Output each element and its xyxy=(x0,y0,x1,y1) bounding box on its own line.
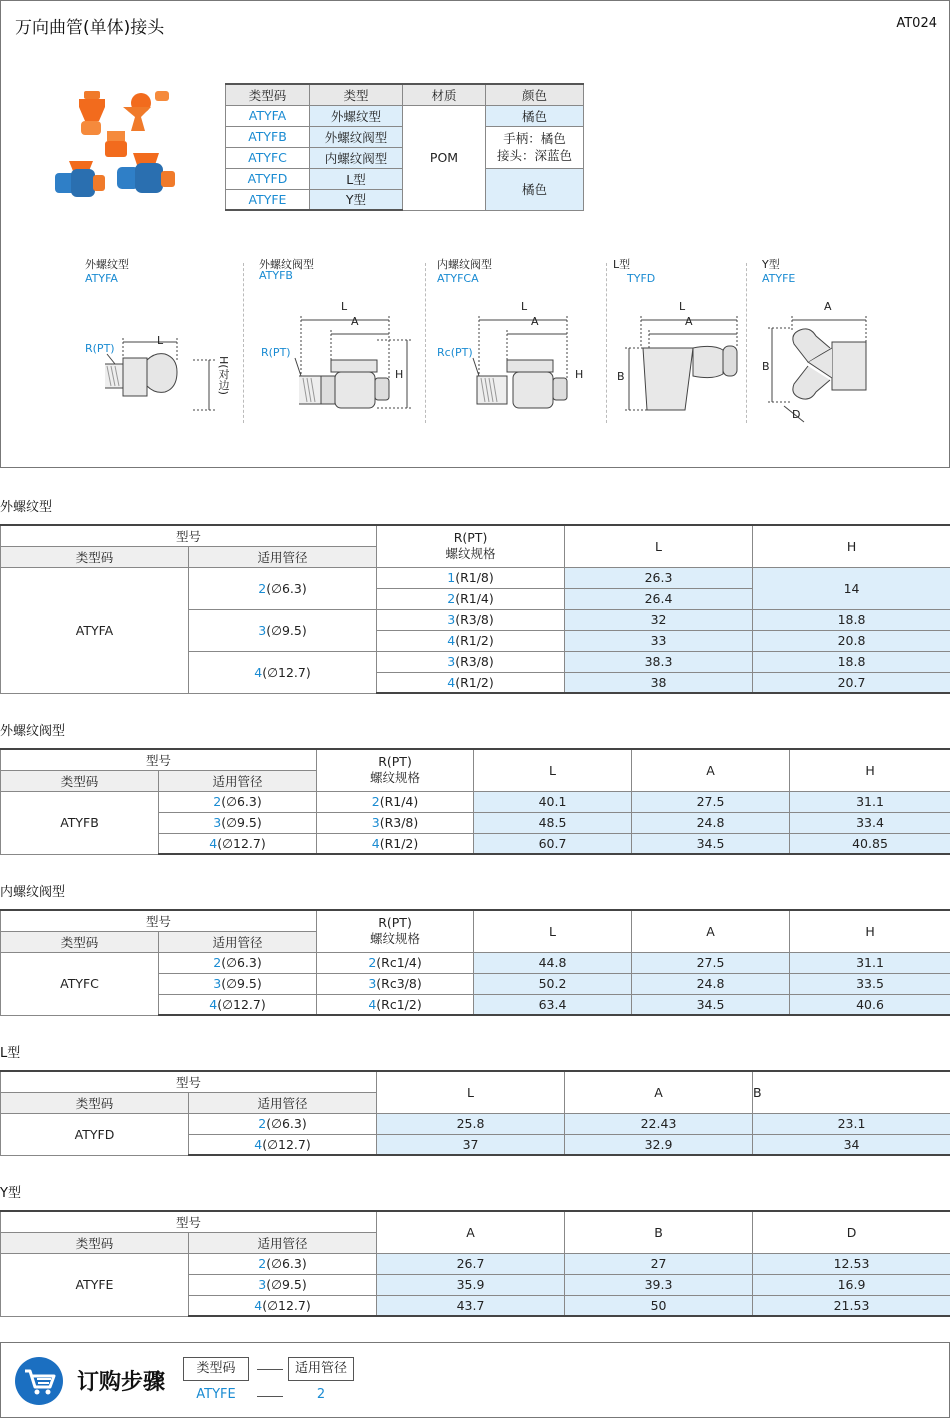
drawing-male-valve xyxy=(259,256,419,426)
pipe-cell xyxy=(189,1274,377,1295)
pipe-size: (∅12.7) xyxy=(217,996,266,1012)
pipe-cell xyxy=(159,973,317,994)
value-H: 18.8 xyxy=(753,609,950,630)
pipe-cell xyxy=(159,952,317,973)
label-A: A xyxy=(531,315,539,328)
value-H: 14 xyxy=(753,567,950,609)
thread-size: (R1/2) xyxy=(455,633,494,648)
color-handle: 手柄：橘色 xyxy=(503,131,566,146)
pipe-cell xyxy=(189,1295,377,1316)
thread-line2: 螺纹规格 xyxy=(370,931,421,947)
label-A: A xyxy=(685,315,693,328)
value-L: 26.4 xyxy=(565,588,753,609)
pipe-size: (∅12.7) xyxy=(262,1297,311,1313)
thread-cell xyxy=(377,651,565,672)
thread-size: (R1/2) xyxy=(379,835,419,851)
col-color: 颜色 xyxy=(486,84,584,105)
pipe-number: 2 xyxy=(258,580,267,596)
header-model: 型号 xyxy=(1,1211,377,1232)
pipe-number: 2 xyxy=(213,955,222,970)
type-name-cell: 外螺纹阀型 xyxy=(310,126,403,147)
thread-number: 4 xyxy=(368,996,377,1012)
pipe-size: (∅9.5) xyxy=(266,1277,307,1292)
color-cell: 橘色 xyxy=(486,105,584,126)
pipe-cell xyxy=(159,791,317,812)
header-type-code: 类型码 xyxy=(1,546,189,567)
value-A: 35.9 xyxy=(377,1274,565,1295)
thread-size: (R3/8) xyxy=(455,654,494,669)
thread-number: 3 xyxy=(447,612,456,627)
header-L: L xyxy=(474,749,632,791)
separator xyxy=(606,263,607,423)
value-H: 20.8 xyxy=(753,630,950,651)
separator xyxy=(746,263,747,423)
pipe-number: 4 xyxy=(209,996,218,1012)
value-L: 38 xyxy=(565,672,753,693)
section-title-male: 外螺纹型 xyxy=(0,500,53,515)
thread-cell xyxy=(317,791,474,812)
header-A: A xyxy=(565,1071,753,1113)
color-cell: 橘色 xyxy=(486,168,584,210)
drawing-y-type-figure xyxy=(762,286,872,426)
thread-size: (Rc1/2) xyxy=(376,996,422,1012)
thread-cell xyxy=(317,833,474,854)
label-B: B xyxy=(617,370,625,383)
thread-cell xyxy=(317,812,474,833)
order-value-pipe: 2 xyxy=(316,1387,326,1402)
label-B: B xyxy=(762,360,770,373)
header-A: A xyxy=(632,749,790,791)
value-L: 32 xyxy=(565,609,753,630)
order-title: 订购步骤 xyxy=(77,1370,166,1395)
order-box-pipe: 适用管径 xyxy=(288,1357,354,1381)
header-H: H xyxy=(753,525,950,567)
pipe-cell xyxy=(159,833,317,854)
thread-size: (R1/4) xyxy=(455,591,494,606)
pipe-cell xyxy=(189,1113,377,1134)
label-L: L xyxy=(521,300,528,313)
thread-size: (R3/8) xyxy=(379,815,419,830)
thread-number: 3 xyxy=(368,976,377,991)
value-B: 34 xyxy=(753,1134,950,1155)
thread-number: 2 xyxy=(368,955,377,970)
blue-valve-fitting-right xyxy=(117,153,175,193)
pipe-size: (∅9.5) xyxy=(266,622,307,638)
thread-cell xyxy=(377,567,565,588)
header-A: A xyxy=(377,1211,565,1253)
section-title-male-valve: 外螺纹阀型 xyxy=(0,724,66,739)
drawing-male-thread xyxy=(85,256,240,426)
header-D: D xyxy=(753,1211,950,1253)
pipe-number: 4 xyxy=(209,835,218,851)
drawing-title: 外螺纹阀型 xyxy=(259,258,314,271)
pipe-number: 3 xyxy=(258,622,267,638)
drawing-title: L型 xyxy=(613,258,631,271)
label-A: A xyxy=(351,315,359,328)
pipe-number: 3 xyxy=(213,976,222,991)
thread-number: 1 xyxy=(447,570,456,585)
value-D: 21.53 xyxy=(753,1295,950,1316)
header-H: H xyxy=(790,910,950,952)
pipe-cell xyxy=(159,994,317,1015)
thread-cell xyxy=(377,609,565,630)
pipe-cell xyxy=(189,1134,377,1155)
type-code-cell: ATYFE xyxy=(226,189,310,210)
value-H: 20.7 xyxy=(753,672,950,693)
material-cell: POM xyxy=(403,105,486,210)
thread-cell xyxy=(317,952,474,973)
type-code-cell: ATYFA xyxy=(226,105,310,126)
pipe-size: (∅6.3) xyxy=(221,955,262,970)
type-code-cell: ATYFA xyxy=(1,567,189,693)
pipe-size: (∅12.7) xyxy=(262,664,311,680)
header-type-code: 类型码 xyxy=(1,1092,189,1113)
header-thread xyxy=(377,525,565,567)
section-title-l-type: L型 xyxy=(0,1046,21,1061)
pipe-cell xyxy=(189,567,377,609)
value-L: 48.5 xyxy=(474,812,632,833)
thread-number: 3 xyxy=(447,654,456,669)
label-L: L xyxy=(679,300,686,313)
type-name-cell: 内螺纹阀型 xyxy=(310,147,403,168)
value-A: 27.5 xyxy=(632,791,790,812)
pipe-number: 4 xyxy=(254,1297,263,1313)
pipe-cell xyxy=(189,609,377,651)
value-A: 43.7 xyxy=(377,1295,565,1316)
pipe-cell xyxy=(189,651,377,693)
order-box-type-code: 类型码 xyxy=(183,1357,249,1381)
pipe-number: 4 xyxy=(254,1136,263,1152)
value-L: 63.4 xyxy=(474,994,632,1015)
value-L: 33 xyxy=(565,630,753,651)
header-panel xyxy=(0,0,950,468)
table-y-type xyxy=(0,1210,950,1317)
order-steps xyxy=(0,1342,950,1418)
type-code-cell: ATYFB xyxy=(226,126,310,147)
value-H: 31.1 xyxy=(790,791,950,812)
value-L: 26.3 xyxy=(565,567,753,588)
value-H: 18.8 xyxy=(753,651,950,672)
pipe-number: 4 xyxy=(254,664,263,680)
drawing-code: ATYFE xyxy=(762,272,796,285)
drawing-code: ATYFCA xyxy=(437,272,479,285)
header-type-code: 类型码 xyxy=(1,1232,189,1253)
header-B: B xyxy=(753,1071,950,1113)
label-L: L xyxy=(341,300,348,313)
header-model: 型号 xyxy=(1,525,377,546)
drawing-code: ATYFA xyxy=(85,272,118,285)
pipe-cell xyxy=(189,1253,377,1274)
thread-line2: 螺纹规格 xyxy=(445,546,496,562)
value-H: 40.85 xyxy=(790,833,950,854)
type-code-cell: ATYFE xyxy=(1,1253,189,1316)
color-cell-mixed xyxy=(486,126,584,168)
thread-number: 4 xyxy=(447,633,456,648)
header-L: L xyxy=(377,1071,565,1113)
label-H: H(对边) xyxy=(217,356,230,395)
thread-cell xyxy=(317,994,474,1015)
separator xyxy=(425,263,426,423)
col-material: 材质 xyxy=(403,84,486,105)
header-type-code: 类型码 xyxy=(1,931,159,952)
value-H: 40.6 xyxy=(790,994,950,1015)
drawing-title: 内螺纹阀型 xyxy=(437,258,492,271)
col-type: 类型 xyxy=(310,84,403,105)
drawing-title: 外螺纹型 xyxy=(85,258,129,271)
thread-number: 2 xyxy=(447,591,456,606)
thread-number: 2 xyxy=(371,794,380,809)
thread-line1: R(PT) xyxy=(378,754,412,770)
pipe-size: (∅6.3) xyxy=(266,1116,307,1131)
page-title: 万向曲管(单体)接头 xyxy=(15,18,165,38)
pipe-number: 3 xyxy=(258,1277,267,1292)
document-code: AT024 xyxy=(896,16,937,31)
label-A: A xyxy=(824,300,832,313)
thread-size: (R1/4) xyxy=(379,794,419,809)
value-A: 26.7 xyxy=(377,1253,565,1274)
header-model: 型号 xyxy=(1,910,317,931)
drawing-code: TYFD xyxy=(627,272,656,285)
table-female-valve xyxy=(0,909,950,1016)
header-type-code: 类型码 xyxy=(1,770,159,791)
thread-line1: R(PT) xyxy=(453,530,488,546)
label-thread: Rc(PT) xyxy=(437,346,473,359)
cart-icon xyxy=(15,1357,63,1405)
value-D: 16.9 xyxy=(753,1274,950,1295)
table-l-type xyxy=(0,1070,950,1156)
header-H: H xyxy=(790,749,950,791)
label-thread: R(PT) xyxy=(261,346,291,359)
type-code-cell: ATYFC xyxy=(226,147,310,168)
drawing-code: ATYFB xyxy=(259,269,293,282)
value-L: 60.7 xyxy=(474,833,632,854)
color-body: 接头：深蓝色 xyxy=(496,148,572,163)
header-pipe: 适用管径 xyxy=(189,546,377,567)
product-photo xyxy=(51,89,181,207)
pipe-number: 2 xyxy=(213,794,222,809)
header-L: L xyxy=(474,910,632,952)
header-model: 型号 xyxy=(1,1071,377,1092)
section-title-y-type: Y型 xyxy=(0,1186,21,1201)
table-male-valve xyxy=(0,748,950,855)
thread-cell xyxy=(377,630,565,651)
thread-size: (R1/2) xyxy=(455,674,494,690)
pipe-size: (∅12.7) xyxy=(262,1136,311,1152)
drawing-l-type xyxy=(613,256,741,426)
value-B: 27 xyxy=(565,1253,753,1274)
pipe-size: (∅6.3) xyxy=(266,1256,307,1271)
value-B: 50 xyxy=(565,1295,753,1316)
value-L: 38.3 xyxy=(565,651,753,672)
value-A: 22.43 xyxy=(565,1113,753,1134)
cart-icon-glyph xyxy=(15,1357,63,1405)
thread-cell xyxy=(377,588,565,609)
type-name-cell: L型 xyxy=(310,168,403,189)
thread-size: (R3/8) xyxy=(455,612,494,627)
type-code-cell: ATYFC xyxy=(1,952,159,1015)
header-pipe: 适用管径 xyxy=(159,770,317,791)
value-A: 32.9 xyxy=(565,1134,753,1155)
pipe-number: 2 xyxy=(258,1256,267,1271)
value-L: 37 xyxy=(377,1134,565,1155)
thread-number: 3 xyxy=(371,815,380,830)
header-pipe: 适用管径 xyxy=(159,931,317,952)
thread-line2: 螺纹规格 xyxy=(370,770,421,786)
pipe-size: (∅9.5) xyxy=(221,976,262,991)
pipe-size: (∅9.5) xyxy=(221,815,262,830)
type-name-cell: 外螺纹型 xyxy=(310,105,403,126)
col-type-code: 类型码 xyxy=(226,84,310,105)
drawing-female-valve xyxy=(437,256,597,426)
value-H: 33.5 xyxy=(790,973,950,994)
pipe-size: (∅6.3) xyxy=(266,580,307,596)
value-L: 40.1 xyxy=(474,791,632,812)
thread-number: 4 xyxy=(447,674,456,690)
order-value-type-code: ATYFE xyxy=(196,1387,236,1402)
type-table xyxy=(225,83,584,211)
label-H: H xyxy=(575,368,584,381)
thread-cell xyxy=(317,973,474,994)
thread-number: 4 xyxy=(371,835,380,851)
header-pipe: 适用管径 xyxy=(189,1092,377,1113)
separator xyxy=(243,263,244,423)
thread-size: (Rc1/4) xyxy=(376,955,422,970)
label-H: H xyxy=(395,368,404,381)
value-A: 27.5 xyxy=(632,952,790,973)
pipe-number: 2 xyxy=(258,1116,267,1131)
order-connector xyxy=(257,1396,283,1397)
label-L: L xyxy=(157,334,164,347)
drawing-y-type xyxy=(762,256,872,426)
label-thread: R(PT) xyxy=(85,342,115,355)
orange-elbow-fitting xyxy=(79,91,105,135)
value-L: 25.8 xyxy=(377,1113,565,1134)
drawing-title: Y型 xyxy=(762,258,780,271)
orange-male-fitting xyxy=(105,131,127,157)
value-L: 44.8 xyxy=(474,952,632,973)
value-H: 31.1 xyxy=(790,952,950,973)
pipe-number: 3 xyxy=(213,815,222,830)
type-code-cell: ATYFD xyxy=(1,1113,189,1155)
value-L: 50.2 xyxy=(474,973,632,994)
type-code-cell: ATYFB xyxy=(1,791,159,854)
type-name-cell: Y型 xyxy=(310,189,403,210)
value-A: 24.8 xyxy=(632,812,790,833)
order-connector xyxy=(257,1369,283,1370)
value-A: 34.5 xyxy=(632,994,790,1015)
thread-size: (Rc3/8) xyxy=(376,976,422,991)
drawing-l-type-figure xyxy=(613,286,741,426)
value-A: 34.5 xyxy=(632,833,790,854)
thread-line1: R(PT) xyxy=(378,915,412,931)
thread-cell xyxy=(377,672,565,693)
thread-size: (R1/8) xyxy=(455,570,494,585)
type-code-cell: ATYFD xyxy=(226,168,310,189)
header-A: A xyxy=(632,910,790,952)
pipe-size: (∅12.7) xyxy=(217,835,266,851)
pipe-size: (∅6.3) xyxy=(221,794,262,809)
value-A: 24.8 xyxy=(632,973,790,994)
header-thread xyxy=(317,749,474,791)
header-B: B xyxy=(565,1211,753,1253)
value-H: 33.4 xyxy=(790,812,950,833)
header-pipe: 适用管径 xyxy=(189,1232,377,1253)
value-B: 39.3 xyxy=(565,1274,753,1295)
section-title-female-valve: 内螺纹阀型 xyxy=(0,885,66,900)
value-D: 12.53 xyxy=(753,1253,950,1274)
table-male-thread xyxy=(0,524,950,694)
header-L: L xyxy=(565,525,753,567)
header-thread xyxy=(317,910,474,952)
header-model: 型号 xyxy=(1,749,317,770)
label-D: D xyxy=(792,408,801,421)
value-B: 23.1 xyxy=(753,1113,950,1134)
blue-valve-fitting-left xyxy=(55,161,105,197)
pipe-cell xyxy=(159,812,317,833)
orange-y-fitting xyxy=(123,91,169,131)
